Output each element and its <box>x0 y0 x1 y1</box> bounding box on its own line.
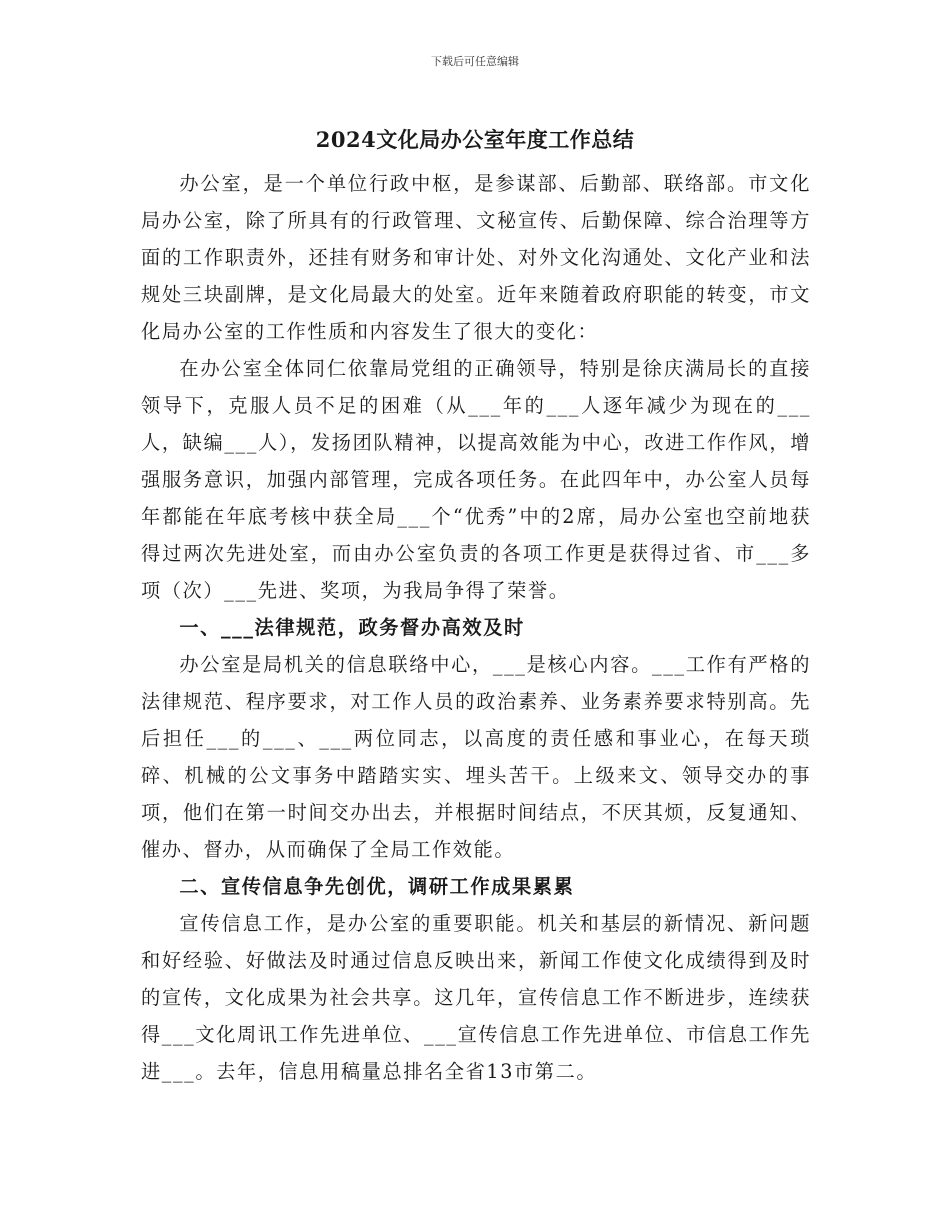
paragraph-section-1: 办公室是局机关的信息联络中心，___是核心内容。___工作有严格的法律规范、程序要求，对工作人员的政治素养、业务素养要求特别高。先后担任___的___、___两位同志，以高度的责任感和事业心，在每天琐碎、机械的公文事务中踏踏实实、埋头苦干。上级来文、领导交办的事项，他们在第一时间交办出去，并根据时间结点，不厌其烦，反复通知、催办、督办，从而确保了全局工作效能。 <box>141 653 811 861</box>
section-heading-2: 二、宣传信息争先创优，调研工作成果累累 <box>179 875 575 898</box>
document-title: 2024文化局办公室年度工作总结 <box>315 127 635 152</box>
paragraph-achievements: 在办公室全体同仁依靠局党组的正确领导，特别是徐庆满局长的直接领导下，克服人员不足的困难（从___年的___人逐年减少为现在的___人，缺编___人），发扬团队精神，以提高效能为中心，改进工作作风，增强服务意识，加强内部管理，完成各项任务。在此四年中，办公室人员每年都能在年底考核中获全局___个“优秀”中的2席，局办公室也空前地获得过两次先进处室，而由办公室负责的各项工作更是获得过省、市___多项（次）___先进、奖项，为我局争得了荣誉。 <box>141 357 811 602</box>
document-body <box>141 165 811 1090</box>
section-heading-1: 一、___法律规范，政务督办高效及时 <box>179 616 525 639</box>
paragraph-intro: 办公室，是一个单位行政中枢，是参谋部、后勤部、联络部。市文化局办公室，除了所具有的行政管理、文秘宣传、后勤保障、综合治理等方面的工作职责外，还挂有财务和审计处、对外文化沟通处、文化产业和法规处三块副牌，是文化局最大的处室。近年来随着政府职能的转变，市文化局办公室的工作性质和内容发生了很大的变化： <box>141 172 811 343</box>
paragraph-section-2: 宣传信息工作，是办公室的重要职能。机关和基层的新情况、新问题和好经验、好做法及时通过信息反映出来，新闻工作使文化成绩得到及时的宣传，文化成果为社会共享。这几年，宣传信息工作不断进步，连续获得___文化周讯工作先进单位、___宣传信息工作先进单位、市信息工作先进___。去年，信息用稿量总排名全省13市第二。 <box>141 912 811 1083</box>
header-note: 下载后可任意编辑 <box>431 55 519 68</box>
